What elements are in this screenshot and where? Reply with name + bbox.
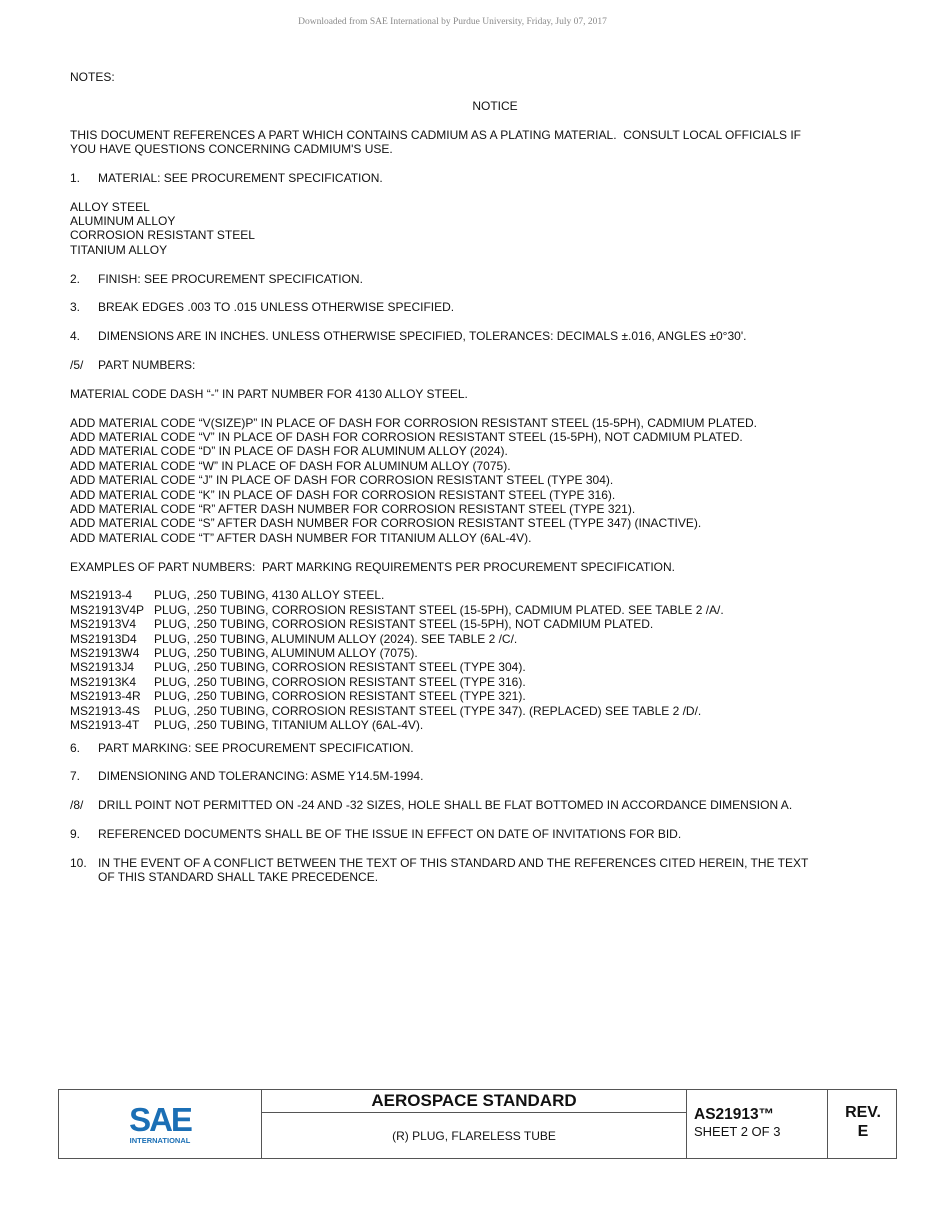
note-text-line: IN THE EVENT OF A CONFLICT BETWEEN THE TEXT OF THIS STANDARD AND THE REFERENCES CITED HEREIN, THE TEXT (98, 855, 809, 870)
note-text: REFERENCED DOCUMENTS SHALL BE OF THE ISSUE IN EFFECT ON DATE OF INVITATIONS FOR BID. (98, 826, 682, 841)
note-number: 9. (70, 826, 81, 841)
note-text (98, 856, 860, 885)
revision-label: REV. (845, 1104, 881, 1121)
note-number: /5/ (70, 358, 84, 372)
material-code-item: ADD MATERIAL CODE “D” IN PLACE OF DASH FOR ALUMINUM ALLOY (2024). (70, 444, 508, 459)
revision-value: E (857, 1123, 869, 1140)
example-row (70, 718, 860, 732)
example-row (70, 632, 860, 646)
material-code-item: ADD MATERIAL CODE “V(SIZE)P” IN PLACE OF DASH FOR CORROSION RESISTANT STEEL (15-5PH), CADMIUM PLATED. (70, 415, 757, 430)
example-desc: PLUG, .250 TUBING, ALUMINUM ALLOY (7075). (154, 646, 418, 661)
example-code: MS21913-4R (70, 689, 141, 704)
material-code-item: ADD MATERIAL CODE “S” AFTER DASH NUMBER FOR CORROSION RESISTANT STEEL (TYPE 347) (INACTIVE). (70, 516, 702, 531)
document-number: AS21913™ (694, 1106, 775, 1123)
example-desc: PLUG, .250 TUBING, CORROSION RESISTANT STEEL (TYPE 347). (REPLACED) SEE TABLE 2 /D/. (154, 703, 702, 718)
note-number: 2. (70, 271, 81, 286)
note-text: PART NUMBERS: (98, 358, 196, 372)
material-code-item: ADD MATERIAL CODE “J” IN PLACE OF DASH FOR CORROSION RESISTANT STEEL (TYPE 304). (70, 473, 614, 488)
note-text: DIMENSIONING AND TOLERANCING: ASME Y14.5M-1994. (98, 769, 424, 784)
note-number: 1. (70, 170, 81, 185)
example-code: MS21913D4 (70, 631, 137, 646)
document-title: (R) PLUG, FLARELESS TUBE (392, 1129, 556, 1143)
notes-heading: NOTES: (70, 70, 115, 84)
material-code-dash: MATERIAL CODE DASH “-” IN PART NUMBER FOR 4130 ALLOY STEEL. (70, 386, 468, 401)
note-9 (70, 827, 860, 841)
document-number-cell (687, 1090, 828, 1158)
note-7 (70, 769, 860, 783)
material-code-list (70, 416, 860, 546)
logo-subtext: INTERNATIONAL (129, 1136, 191, 1145)
note-text: DRILL POINT NOT PERMITTED ON -24 AND -32 SIZES, HOLE SHALL BE FLAT BOTTOMED IN ACCORDANCE DIMENSION A. (98, 798, 793, 813)
revision-cell (828, 1090, 898, 1158)
note-text: DIMENSIONS ARE IN INCHES. UNLESS OTHERWISE SPECIFIED, TOLERANCES: DECIMALS ±.016, ANGLES ±0°30'. (98, 329, 747, 344)
example-code: MS21913V4P (70, 602, 145, 617)
note-4 (70, 329, 860, 343)
material-code-item: ADD MATERIAL CODE “W” IN PLACE OF DASH FOR ALUMINUM ALLOY (7075). (70, 458, 511, 473)
example-desc: PLUG, .250 TUBING, TITANIUM ALLOY (6AL-4V). (154, 718, 424, 733)
example-desc: PLUG, .250 TUBING, 4130 ALLOY STEEL. (154, 588, 385, 603)
standard-type: AEROSPACE STANDARD (262, 1090, 686, 1113)
example-row (70, 603, 860, 617)
note-number: /8/ (70, 798, 84, 813)
example-desc: PLUG, .250 TUBING, CORROSION RESISTANT STEEL (TYPE 321). (154, 689, 526, 704)
example-code: MS21913-4T (70, 718, 140, 733)
material-list (70, 200, 860, 258)
notes-body (70, 70, 860, 885)
note-8 (70, 798, 860, 812)
logo-mark: SAE (129, 1101, 191, 1138)
sae-logo (59, 1090, 262, 1158)
title-block (58, 1089, 897, 1159)
example-row (70, 588, 860, 602)
note-text: BREAK EDGES .003 TO .015 UNLESS OTHERWISE SPECIFIED. (98, 300, 455, 315)
material-code-item: ADD MATERIAL CODE “T” AFTER DASH NUMBER FOR TITANIUM ALLOY (6AL-4V). (70, 530, 532, 545)
download-notice: Downloaded from SAE International by Purdue University, Friday, July 07, 2017 (298, 17, 607, 27)
example-code: MS21913-4S (70, 703, 141, 718)
example-code: MS21913W4 (70, 646, 140, 661)
example-code: MS21913J4 (70, 660, 135, 675)
material-item: ALUMINUM ALLOY (70, 214, 176, 228)
example-row (70, 675, 860, 689)
example-desc: PLUG, .250 TUBING, CORROSION RESISTANT STEEL (TYPE 316). (154, 674, 526, 689)
sae-logo-icon (120, 1100, 200, 1148)
example-row (70, 660, 860, 674)
example-row (70, 617, 860, 631)
note-number: 4. (70, 329, 81, 344)
material-code-item: ADD MATERIAL CODE “R” AFTER DASH NUMBER FOR CORROSION RESISTANT STEEL (TYPE 321). (70, 502, 636, 517)
note-number: 6. (70, 740, 81, 755)
note-10 (70, 856, 860, 885)
sheet-number: SHEET 2 OF 3 (694, 1124, 781, 1139)
note-number: 10. (70, 855, 87, 870)
notice-text-line: THIS DOCUMENT REFERENCES A PART WHICH CONTAINS CADMIUM AS A PLATING MATERIAL. CONSULT LOCAL OFFICIALS IF (70, 127, 802, 142)
example-row (70, 689, 860, 703)
material-item: ALLOY STEEL (70, 199, 150, 214)
note-text: FINISH: SEE PROCUREMENT SPECIFICATION. (98, 271, 363, 286)
example-row (70, 704, 860, 718)
note-number: 7. (70, 769, 81, 784)
material-code-item: ADD MATERIAL CODE “K” IN PLACE OF DASH FOR CORROSION RESISTANT STEEL (TYPE 316). (70, 487, 616, 502)
note-6 (70, 741, 860, 755)
notice-text-line: YOU HAVE QUESTIONS CONCERNING CADMIUM'S USE. (70, 142, 393, 156)
title-center (262, 1090, 687, 1158)
example-code: MS21913K4 (70, 674, 137, 689)
note-text: PART MARKING: SEE PROCUREMENT SPECIFICATION. (98, 740, 414, 755)
example-desc: PLUG, .250 TUBING, CORROSION RESISTANT STEEL (15-5PH), NOT CADMIUM PLATED. (154, 617, 654, 632)
note-number: 3. (70, 300, 81, 315)
examples-list (70, 588, 860, 732)
note-2 (70, 272, 860, 286)
material-item: CORROSION RESISTANT STEEL (70, 228, 255, 243)
material-item: TITANIUM ALLOY (70, 242, 168, 257)
example-desc: PLUG, .250 TUBING, ALUMINUM ALLOY (2024). SEE TABLE 2 /C/. (154, 631, 518, 646)
material-code-item: ADD MATERIAL CODE “V” IN PLACE OF DASH FOR CORROSION RESISTANT STEEL (15-5PH), NOT CADMIUM PLATED. (70, 430, 743, 444)
example-row (70, 646, 860, 660)
example-code: MS21913-4 (70, 588, 133, 603)
notice-title: NOTICE (472, 98, 518, 113)
note-3 (70, 300, 860, 314)
example-desc: PLUG, .250 TUBING, CORROSION RESISTANT STEEL (15-5PH), CADMIUM PLATED. SEE TABLE 2 /A/. (154, 602, 724, 617)
note-5 (70, 358, 860, 372)
example-desc: PLUG, .250 TUBING, CORROSION RESISTANT STEEL (TYPE 304). (154, 660, 526, 675)
note-text-line: OF THIS STANDARD SHALL TAKE PRECEDENCE. (98, 870, 379, 885)
examples-heading: EXAMPLES OF PART NUMBERS: PART MARKING REQUIREMENTS PER PROCUREMENT SPECIFICATION. (70, 559, 675, 574)
example-code: MS21913V4 (70, 617, 137, 632)
note-text: MATERIAL: SEE PROCUREMENT SPECIFICATION. (98, 170, 383, 185)
note-1 (70, 171, 860, 185)
